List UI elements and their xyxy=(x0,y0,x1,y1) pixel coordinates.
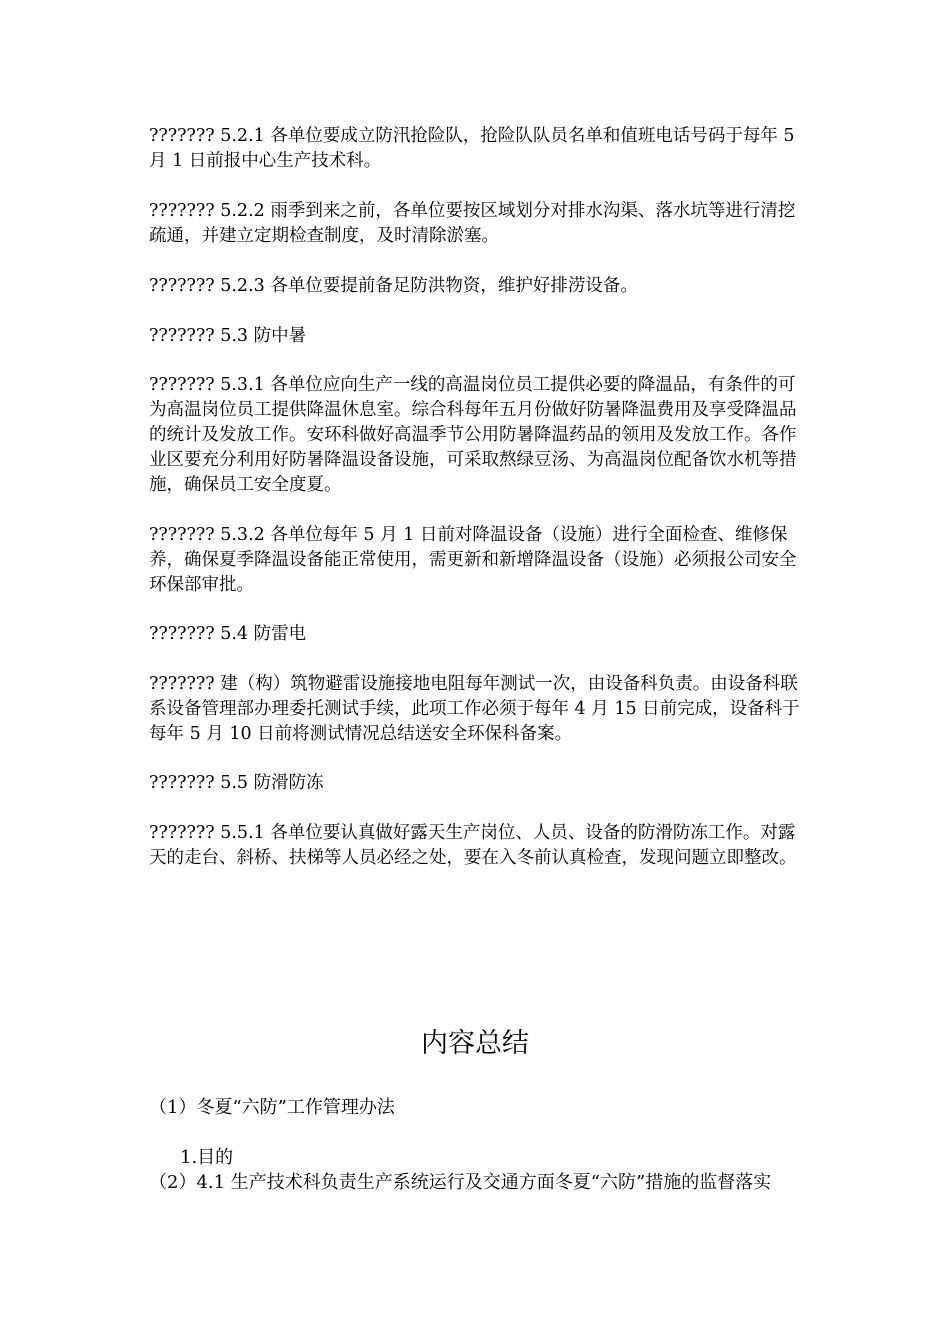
paragraph-5-5-1: ??????? 5.5.1 各单位要认真做好露天生产岗位、人员、设备的防滑防冻工作。对露天的走台、斜桥、扶梯等人员必经之处，要在入冬前认真检查，发现问题立即整改。 xyxy=(149,823,797,868)
summary-item-2: 1.目的 xyxy=(180,1147,234,1168)
heading-5-3: ??????? 5.3 防中暑 xyxy=(149,326,307,346)
paragraph-5-2-3: ??????? 5.2.3 各单位要提前备足防洪物资，维护好排涝设备。 xyxy=(149,276,638,296)
summary-item-3: （2）4.1 生产技术科负责生产系统运行及交通方面冬夏“六防”措施的监督落实 xyxy=(149,1172,772,1193)
paragraph-5-3-1: ??????? 5.3.1 各单位应向生产一线的高温岗位员工提供必要的降温品，有条件的可为高温岗位员工提供降温休息室。综合科每年五月份做好防暑降温费用及享受降温品的统计及发放工作。安环科做好高温季节公用防暑降温药品的领用及发放工作。各作业区要充分利用好防暑降温设备设施，可采取熬绿豆汤、为高温岗位配备饮水机等措施，确保员工安全度夏。 xyxy=(149,375,797,495)
paragraph-lightning: ??????? 建（构）筑物避雷设施接地电阻每年测试一次，由设备科负责。由设备科联系设备管理部办理委托测试手续，此项工作必须于每年 4 月 15 日前完成，设备科于每年 5 月 10 日前将测试情况总结送安全环保科备案。 xyxy=(149,674,800,744)
paragraph-5-2-1: ??????? 5.2.1 各单位要成立防汛抢险队，抢险队队员名单和值班电话号码于每年 5 月 1 日前报中心生产技术科。 xyxy=(149,126,795,171)
paragraph-5-3-2: ??????? 5.3.2 各单位每年 5 月 1 日前对降温设备（设施）进行全面检查、维修保养，确保夏季降温设备能正常使用，需更新和新增降温设备（设施）必须报公司安全环保部审批。 xyxy=(149,525,797,595)
summary-item-1: （1）冬夏“六防”工作管理办法 xyxy=(149,1097,395,1118)
heading-5-4: ??????? 5.4 防雷电 xyxy=(149,624,307,644)
heading-5-5: ??????? 5.5 防滑防冻 xyxy=(149,773,324,793)
paragraph-5-2-2: ??????? 5.2.2 雨季到来之前，各单位要按区域划分对排水沟渠、落水坑等进行清挖疏通，并建立定期检查制度，及时清除淤塞。 xyxy=(149,201,796,246)
summary-title: 内容总结 xyxy=(421,1028,529,1059)
